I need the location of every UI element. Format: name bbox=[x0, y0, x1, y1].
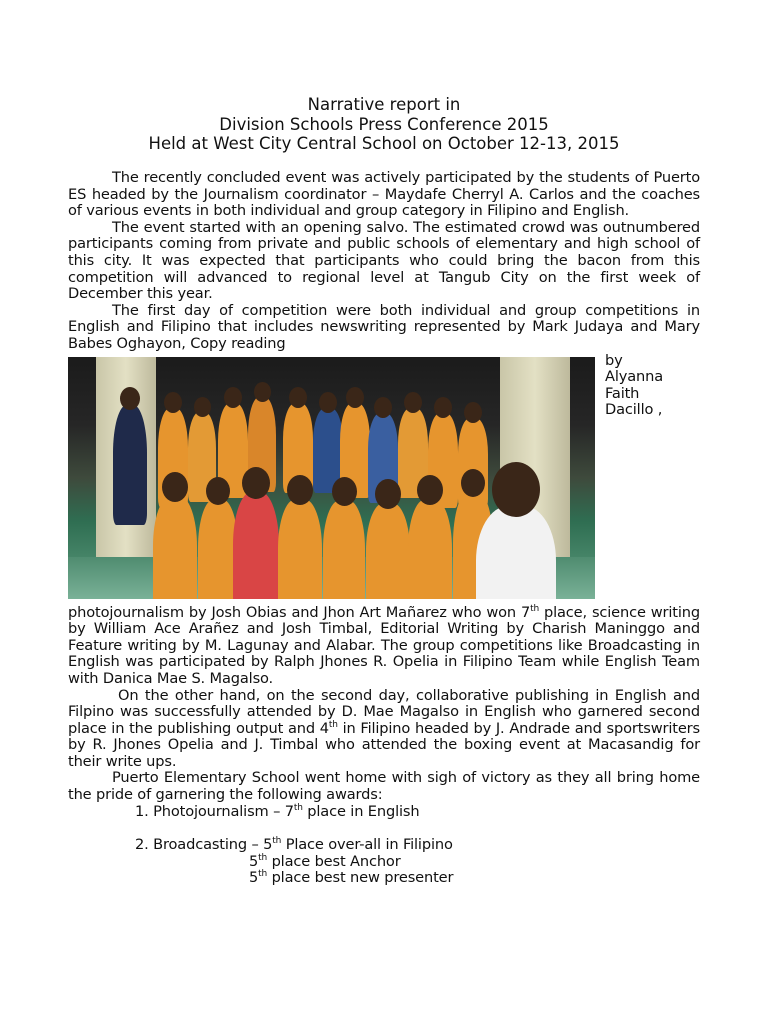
student-figure bbox=[476, 506, 556, 599]
award-item-1 bbox=[68, 804, 700, 821]
student-head bbox=[417, 475, 443, 505]
title-line-3: Held at West City Central School on October 12-13, 2015 bbox=[148, 134, 620, 153]
paragraph-first-day-continued bbox=[68, 605, 700, 688]
text-segment: 5 bbox=[249, 852, 259, 870]
student-head bbox=[224, 387, 242, 408]
superscript: th bbox=[530, 603, 540, 614]
text-segment: place in English bbox=[302, 802, 420, 820]
superscript: th bbox=[293, 802, 303, 813]
student-head bbox=[319, 392, 337, 413]
title-line-2: Division Schools Press Conference 2015 bbox=[219, 114, 549, 134]
report-body bbox=[68, 170, 700, 887]
text-segment: Place over-all in Filipino bbox=[281, 836, 453, 854]
text-segment: 1. Photojournalism – 7 bbox=[135, 802, 294, 820]
side-line-2: Alyanna bbox=[605, 368, 664, 386]
award-item-4 bbox=[68, 870, 700, 887]
student-head bbox=[164, 392, 182, 413]
paragraph-conclusion: Puerto Elementary School went home with sigh of victory as they all bring home the pride of garnering the following awards: bbox=[68, 769, 700, 804]
student-figure bbox=[233, 492, 279, 599]
student-figure bbox=[113, 405, 147, 525]
paragraph-opening: The event started with an opening salvo. The estimated crowd was outnumbered participants coming from private and public schools of elementary and high school of this city. It was expected that participants who could bring the bacon from this competition will advanced to regional level at Tangub City on the first week of December this year. bbox=[68, 218, 700, 303]
student-figure bbox=[198, 499, 238, 599]
student-head bbox=[194, 397, 211, 417]
text-segment: photojournalism by Josh Obias and Jhon Art Mañarez who won 7 bbox=[68, 603, 531, 621]
paragraph-second-day bbox=[68, 688, 700, 771]
superscript: th bbox=[328, 719, 338, 730]
superscript: th bbox=[258, 852, 268, 863]
paragraph-first-day: The first day of competition were both individual and group competitions in English and Filipino that includes newswriting represented by Mark Judaya and Mary Babes Oghayon, Copy reading bbox=[68, 301, 700, 352]
student-head bbox=[332, 477, 357, 506]
student-head bbox=[287, 475, 313, 505]
text-segment: place, science writing by William Ace Arañez and Josh Timbal, Editorial Writing by Charish Maninggo and Feature writing by M. Lagunay and Alabar. The group competitions like Broadcasting in English was participated by Ralph Jhones R. Opelia in Filipino Team while English Team with Danica Mae S. Magalso. bbox=[68, 603, 700, 687]
student-figure bbox=[278, 499, 322, 599]
student-head bbox=[404, 392, 422, 413]
student-figure bbox=[408, 499, 452, 599]
paragraph-intro: The recently concluded event was actively participated by the students of Puerto ES headed by the Journalism coordinator – Maydafe Cherryl A. Carlos and the coaches of various events in both individual and group category in Filipino and English. bbox=[68, 169, 700, 220]
side-line-4: Dacillo , bbox=[605, 401, 663, 419]
side-line-3: Faith bbox=[605, 384, 640, 402]
student-head bbox=[492, 462, 540, 517]
report-title bbox=[0, 95, 768, 154]
student-head bbox=[206, 477, 230, 505]
student-head bbox=[461, 469, 485, 497]
text-segment: in Filipino headed by J. Andrade and sportswriters by R. Jhones Opelia and J. Timbal who attended the boxing event at Macasandig for their write ups. bbox=[68, 719, 700, 770]
text-segment: On the other hand, on the second day, collaborative publishing in English and Filpino was successfully attended by D. Mae Magalso in English who garnered second place in the publishing output and 4 bbox=[68, 686, 700, 737]
text-segment: place best Anchor bbox=[267, 852, 401, 870]
student-head bbox=[346, 387, 364, 408]
title-line-1: Narrative report in bbox=[307, 95, 461, 114]
text-segment: 5 bbox=[249, 869, 259, 887]
text-segment: 2. Broadcasting – 5 bbox=[135, 836, 273, 854]
student-head bbox=[464, 402, 482, 423]
student-figure bbox=[153, 496, 197, 599]
side-line-1: by bbox=[605, 351, 623, 369]
student-figure bbox=[366, 503, 410, 599]
student-head bbox=[120, 387, 140, 410]
award-item-2 bbox=[68, 837, 700, 854]
student-figure bbox=[323, 500, 365, 599]
student-head bbox=[375, 479, 401, 509]
award-item-3 bbox=[68, 854, 700, 871]
student-head bbox=[434, 397, 452, 418]
student-head bbox=[254, 382, 271, 402]
superscript: th bbox=[258, 869, 268, 880]
photo-section bbox=[68, 353, 700, 605]
student-head bbox=[242, 467, 270, 499]
superscript: th bbox=[272, 836, 282, 847]
student-head bbox=[289, 387, 307, 408]
student-head bbox=[374, 397, 392, 418]
text-segment: place best new presenter bbox=[267, 869, 454, 887]
student-head bbox=[162, 472, 188, 502]
awards-list bbox=[68, 804, 700, 887]
group-photo bbox=[68, 357, 595, 599]
